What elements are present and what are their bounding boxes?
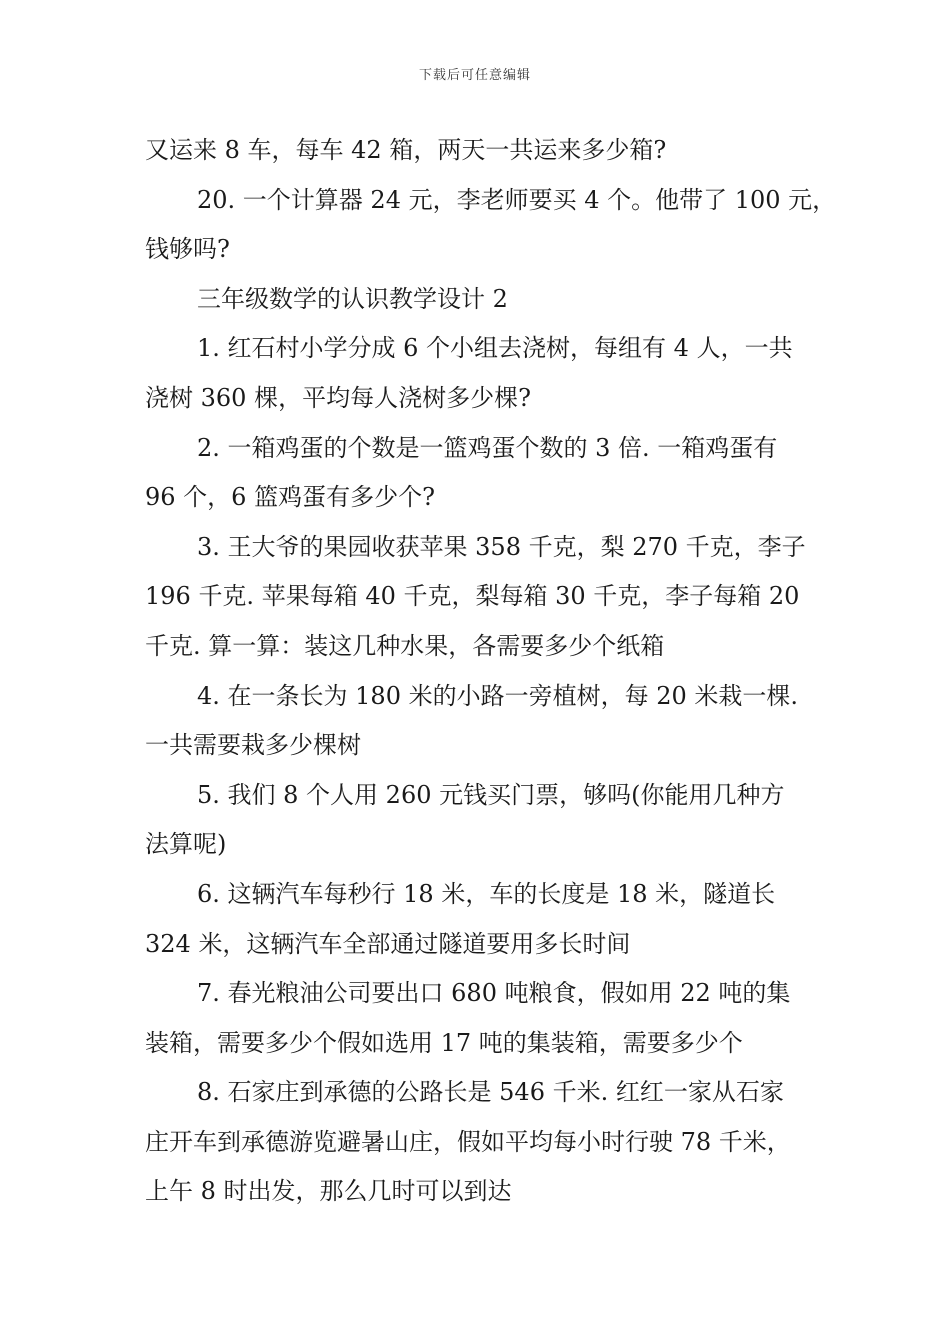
text-line: 法算呢) <box>145 830 227 859</box>
text-line: 8. 石家庄到承德的公路长是 546 千米. 红红一家从石家 <box>197 1078 784 1107</box>
text-line: 196 千克. 苹果每箱 40 千克，梨每箱 30 千克，李子每箱 20 <box>145 582 800 611</box>
text-line: 1. 红石村小学分成 6 个小组去浇树，每组有 4 人，一共 <box>197 334 793 363</box>
text-line: 6. 这辆汽车每秒行 18 米，车的长度是 18 米，隧道长 <box>197 879 776 908</box>
text-line: 324 米，这辆汽车全部通过隧道要用多长时间 <box>145 929 631 958</box>
text-line: 5. 我们 8 个人用 260 元钱买门票，够吗(你能用几种方 <box>197 780 785 809</box>
page-header: 下载后可任意编辑 <box>418 68 531 83</box>
text-line: 装箱，需要多少个假如选用 17 吨的集装箱，需要多少个 <box>145 1028 743 1057</box>
text-line: 浇树 360 棵，平均每人浇树多少棵? <box>145 383 531 412</box>
text-line: 又运来 8 车，每车 42 箱，两天一共运来多少箱? <box>145 136 667 164</box>
text-line: 钱够吗? <box>145 235 230 264</box>
text-line: 一共需要栽多少棵树 <box>145 731 361 760</box>
text-line: 庄开车到承德游览避暑山庄，假如平均每小时行驶 78 千米， <box>145 1127 791 1156</box>
text-line: 3. 王大爷的果园收获苹果 358 千克，梨 270 千克，李子 <box>197 532 806 561</box>
text-line: 千克. 算一算：装这几种水果，各需要多少个纸箱 <box>145 631 665 660</box>
document-body <box>145 126 837 1217</box>
section-title: 三年级数学的认识教学设计 2 <box>197 284 508 313</box>
text-line: 4. 在一条长为 180 米的小路一旁植树，每 20 米栽一棵. <box>197 681 799 710</box>
text-line: 上午 8 时出发，那么几时可以到达 <box>145 1177 512 1206</box>
text-line: 96 个，6 篮鸡蛋有多少个? <box>145 483 435 512</box>
text-line: 2. 一箱鸡蛋的个数是一篮鸡蛋个数的 3 倍. 一箱鸡蛋有 <box>197 433 778 462</box>
text-line: 20. 一个计算器 24 元，李老师要买 4 个。他带了 100 元， <box>197 185 837 214</box>
text-line: 7. 春光粮油公司要出口 680 吨粮食，假如用 22 吨的集 <box>197 979 791 1008</box>
